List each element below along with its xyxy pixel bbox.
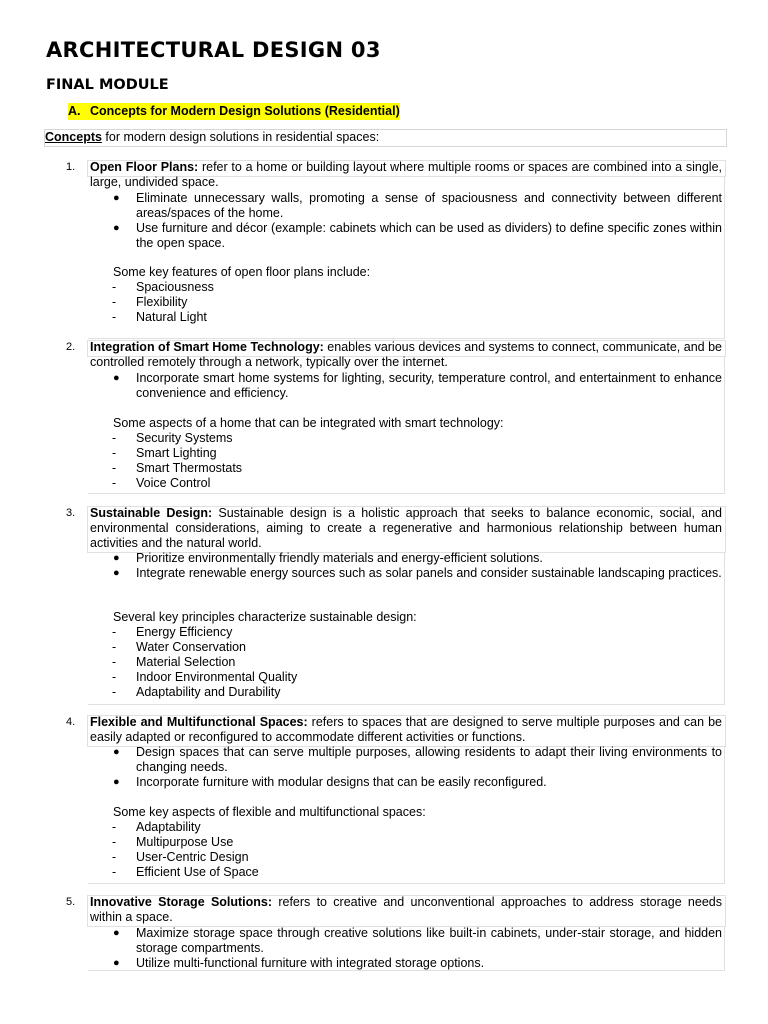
bullet-item [112,775,722,790]
item-number: 2. [66,341,76,353]
dash-icon: - [112,476,117,490]
feature-text: Adaptability [136,820,201,834]
bullet-icon: ● [113,222,120,234]
item-definition-text: refer to a home or building layout where multiple rooms or spaces are combined into a single, large, undivided space. [90,160,722,190]
feature-text: Efficient Use of Space [136,865,259,879]
dash-icon: - [112,295,117,309]
feature-item [112,670,297,685]
module-subtitle: FINAL MODULE [46,77,169,93]
feature-item [112,280,214,295]
item-term: Flexible and Multifunctional Spaces: [90,715,308,729]
item-definition-text: enables various devices and systems to connect, communicate, and be controlled remotely through a network, typically over the internet. [90,340,722,370]
feature-text: Multipurpose Use [136,835,234,849]
dash-icon: - [112,865,117,879]
bullet-text: Integrate renewable energy sources such as solar panels and consider sustainable landscaping practices. [136,566,722,580]
feature-text: Material Selection [136,655,236,669]
bullet-item [112,371,722,401]
bullet-list [112,926,722,971]
item-number: 4. [66,716,76,728]
section-letter: A. [68,104,81,118]
dash-icon: - [112,655,117,669]
item-term: Sustainable Design: [90,506,213,520]
dash-icon: - [112,280,117,294]
feature-item [112,295,214,310]
bullet-text: Eliminate unnecessary walls, promoting a sense of spaciousness and connectivity between different areas/spaces of the home. [136,191,722,220]
section-heading [68,104,400,118]
feature-text: Security Systems [136,431,233,445]
dash-icon: - [112,461,117,475]
item-definition-text: refers to creative and unconventional approaches to address storage needs within a space. [90,895,722,925]
bullet-icon: ● [113,927,120,939]
item-definition-text: Sustainable design is a holistic approach that seeks to balance economic, social, and environmental considerations, aiming to create a regenerative and harmonious relationship between human activities and the natural world. [90,506,722,551]
bullet-list [112,551,722,581]
item-term: Open Floor Plans: [90,160,199,174]
feature-text: Energy Efficiency [136,625,233,639]
dash-icon: - [112,446,117,460]
feature-item [112,625,297,640]
section-heading-highlight [68,103,400,120]
item-term: Integration of Smart Home Technology: [90,340,324,354]
concepts-intro-text: for modern design solutions in residential spaces: [101,130,380,144]
dash-icon: - [112,850,117,864]
dash-icon: - [112,835,117,849]
feature-item [112,446,242,461]
features-lead: Some key aspects of flexible and multifunctional spaces: [113,805,426,819]
feature-list [112,280,214,325]
feature-item [112,685,297,700]
feature-item [112,820,259,835]
concepts-keyword: Concepts [45,130,102,144]
bullet-icon: ● [113,746,120,758]
bullet-text: Prioritize environmentally friendly materials and energy-efficient solutions. [136,551,543,565]
feature-item [112,476,242,491]
dash-icon: - [112,670,117,684]
features-lead: Some key features of open floor plans include: [113,265,371,279]
bullet-icon: ● [113,372,120,384]
feature-text: Water Conservation [136,640,246,654]
bullet-item [112,956,722,971]
bullet-text: Design spaces that can serve multiple purposes, allowing residents to adapt their living environments to changing needs. [136,745,722,774]
features-lead: Some aspects of a home that can be integrated with smart technology: [113,416,504,430]
feature-list [112,431,242,491]
dash-icon: - [112,310,117,324]
bullet-item [112,221,722,251]
feature-list [112,820,259,880]
feature-text: Adaptability and Durability [136,685,281,699]
item-term: Innovative Storage Solutions: [90,895,273,909]
bullet-icon: ● [113,957,120,969]
document-title: ARCHITECTURAL DESIGN 03 [46,38,381,62]
feature-text: Voice Control [136,476,211,490]
dash-icon: - [112,685,117,699]
bullet-icon: ● [113,192,120,204]
bullet-item [112,551,722,566]
bullet-text: Incorporate furniture with modular designs that can be easily reconfigured. [136,775,547,789]
feature-list [112,625,297,700]
bullet-text: Maximize storage space through creative solutions like built-in cabinets, under-stair storage, and hidden storage compartments. [136,926,722,955]
item-definition [90,506,722,552]
feature-item [112,865,259,880]
bullet-text: Utilize multi-functional furniture with integrated storage options. [136,956,485,970]
bullet-icon: ● [113,552,120,564]
dash-icon: - [112,431,117,445]
feature-item [112,431,242,446]
item-definition [90,340,722,370]
feature-text: Indoor Environmental Quality [136,670,298,684]
item-definition [90,160,722,190]
features-lead: Several key principles characterize sustainable design: [113,610,417,624]
bullet-list [112,371,722,401]
bullet-item [112,566,722,581]
feature-item [112,640,297,655]
item-number: 1. [66,161,76,173]
bullet-list [112,745,722,790]
item-definition-text: refers to spaces that are designed to serve multiple purposes and can be easily adapted or reconfigured to accommodate different activities or functions. [90,715,722,745]
dash-icon: - [112,820,117,834]
bullet-icon: ● [113,567,120,579]
item-number: 5. [66,896,76,908]
item-number: 3. [66,507,76,519]
bullet-text: Incorporate smart home systems for lighting, security, temperature control, and entertainment to enhance convenience and efficiency. [136,371,722,400]
bullet-icon: ● [113,776,120,788]
dash-icon: - [112,625,117,639]
feature-item [112,310,214,325]
feature-text: Spaciousness [136,280,214,294]
bullet-list [112,191,722,251]
feature-text: Smart Lighting [136,446,217,460]
item-definition [90,715,722,745]
feature-text: Smart Thermostats [136,461,243,475]
bullet-text: Use furniture and décor (example: cabinets which can be used as dividers) to define specific zones within the open space. [136,221,722,250]
concepts-intro [44,129,727,147]
feature-text: Natural Light [136,310,207,324]
bullet-item [112,745,722,775]
bullet-item [112,191,722,221]
feature-item [112,850,259,865]
section-heading-text: Concepts for Modern Design Solutions (Residential) [90,104,400,118]
bullet-item [112,926,722,956]
feature-item [112,835,259,850]
dash-icon: - [112,640,117,654]
item-definition [90,895,722,925]
feature-text: Flexibility [136,295,188,309]
feature-item [112,655,297,670]
feature-text: User-Centric Design [136,850,249,864]
feature-item [112,461,242,476]
